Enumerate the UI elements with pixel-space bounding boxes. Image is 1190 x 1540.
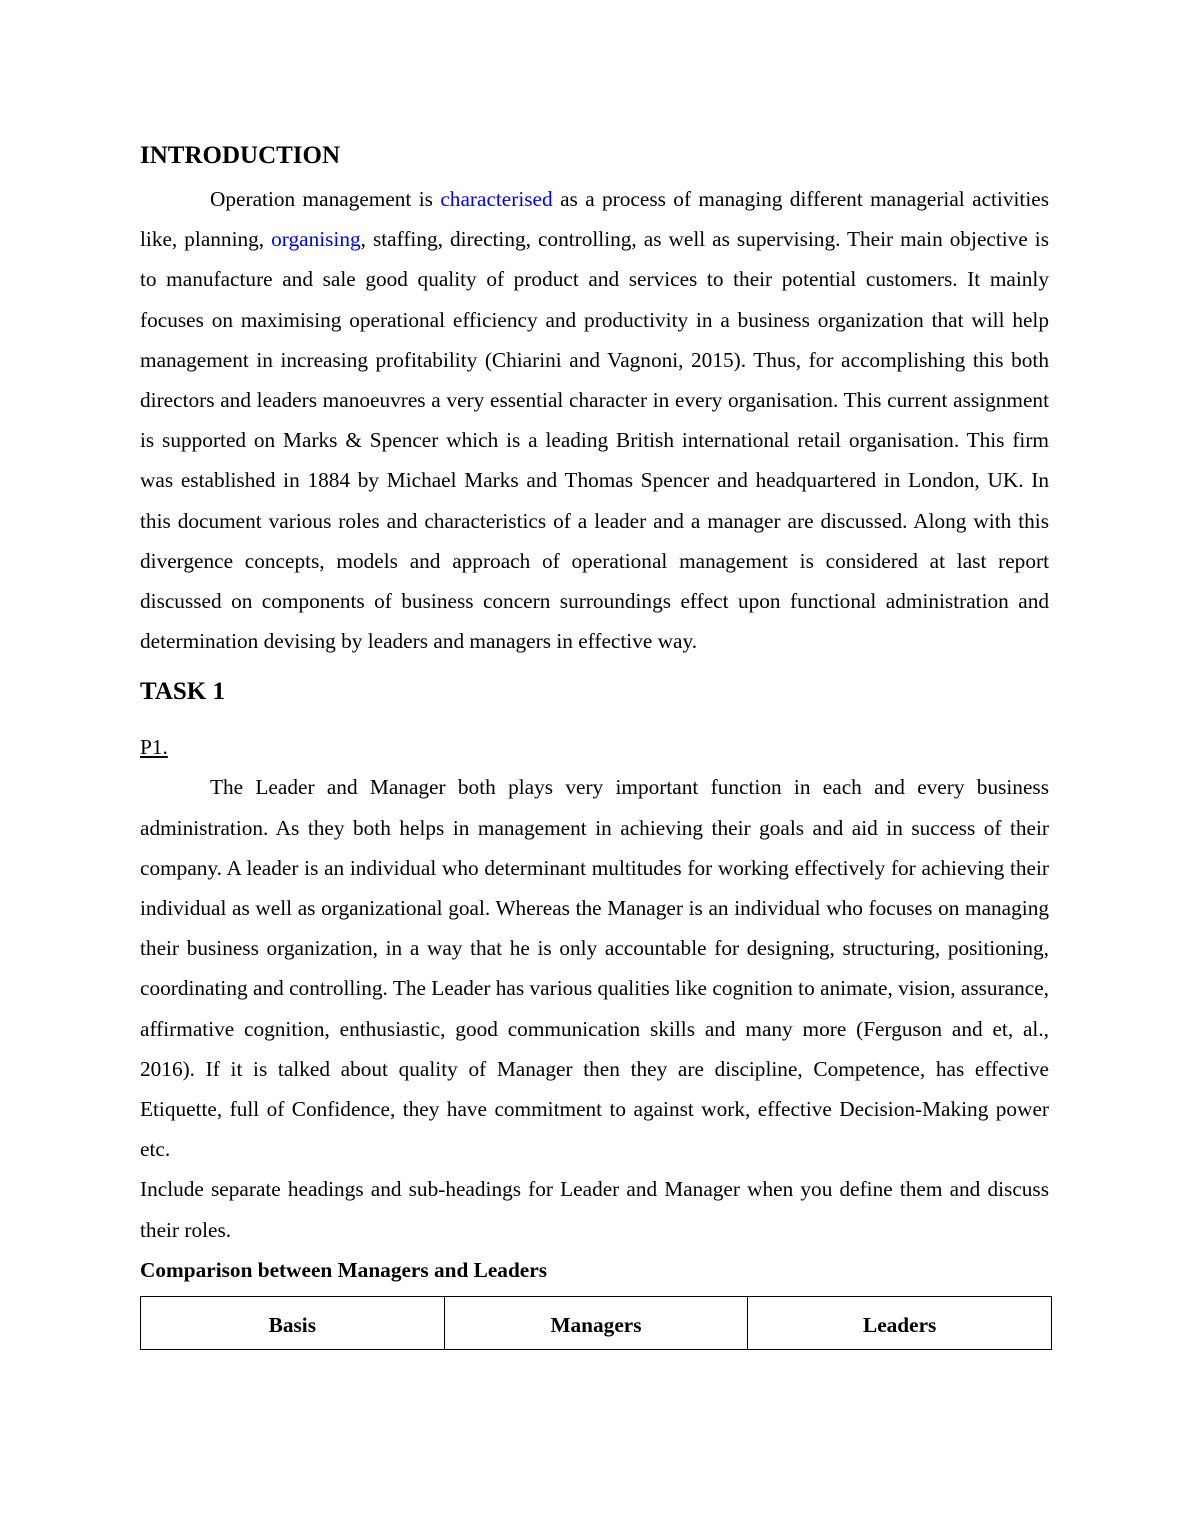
- introduction-heading: INTRODUCTION: [140, 142, 341, 169]
- comparison-title: Comparison between Managers and Leaders: [140, 1257, 547, 1282]
- table-header-row: [141, 1296, 1052, 1349]
- intro-text-1: Operation management is: [210, 187, 441, 211]
- introduction-paragraph: [140, 179, 1049, 661]
- intro-text-3: , staffing, directing, controlling, as well as supervising. Their main objective is to manufacture and sale good quality of product and services to their potential customers. It mainly focuses on maximising operational efficiency and productivity in a business organization that will help management in increasing profitability (Chiarini and Vagnoni, 2015). Thus, for accomplishing this both directors and leaders manoeuvres a very essential character in every organisation. This current assignment is supported on Marks & Spencer which is a leading British international retail organisation. This firm was established in 1884 by Michael Marks and Thomas Spencer and headquartered in London, UK. In this document various roles and characteristics of a leader and a manager are discussed. Along with this divergence concepts, models and approach of operational management is considered at last report discussed on components of business concern surroundings effect upon functional administration and determination devising by leaders and managers in effective way.: [140, 227, 1049, 654]
- document-page: [140, 139, 1049, 1350]
- organising-link[interactable]: organising: [271, 227, 361, 252]
- task1-paragraph: The Leader and Manager both plays very important function in each and every business administration. As they both helps in management in achieving their goals and aid in success of their company. A leader is an individual who determinant multitudes for working effectively for achieving their individual as well as organizational goal. Whereas the Manager is an individual who focuses on managing their business organization, in a way that he is only accountable for designing, structuring, positioning, coordinating and controlling. The Leader has various qualities like cognition to animate, vision, assurance, affirmative cognition, enthusiastic, good communication skills and many more (Ferguson and et, al., 2016). If it is talked about quality of Manager then they are discipline, Competence, has effective Etiquette, full of Confidence, they have commitment to against work, effective Decision-Making power etc.: [140, 775, 1049, 1162]
- managers-header: Managers: [444, 1296, 748, 1349]
- characterised-link[interactable]: characterised: [440, 187, 553, 211]
- intro-text-2: as a process of managing different managerial activities like, planning,: [140, 187, 1049, 252]
- p1-subheading: P1.: [140, 735, 168, 760]
- task1-heading: TASK 1: [140, 678, 225, 706]
- instruction-paragraph: Include separate headings and sub-headings for Leader and Manager when you define them and discuss their roles.: [140, 1177, 1049, 1242]
- basis-header: Basis: [141, 1296, 445, 1349]
- leaders-header: Leaders: [748, 1296, 1052, 1349]
- comparison-table: [140, 1296, 1052, 1350]
